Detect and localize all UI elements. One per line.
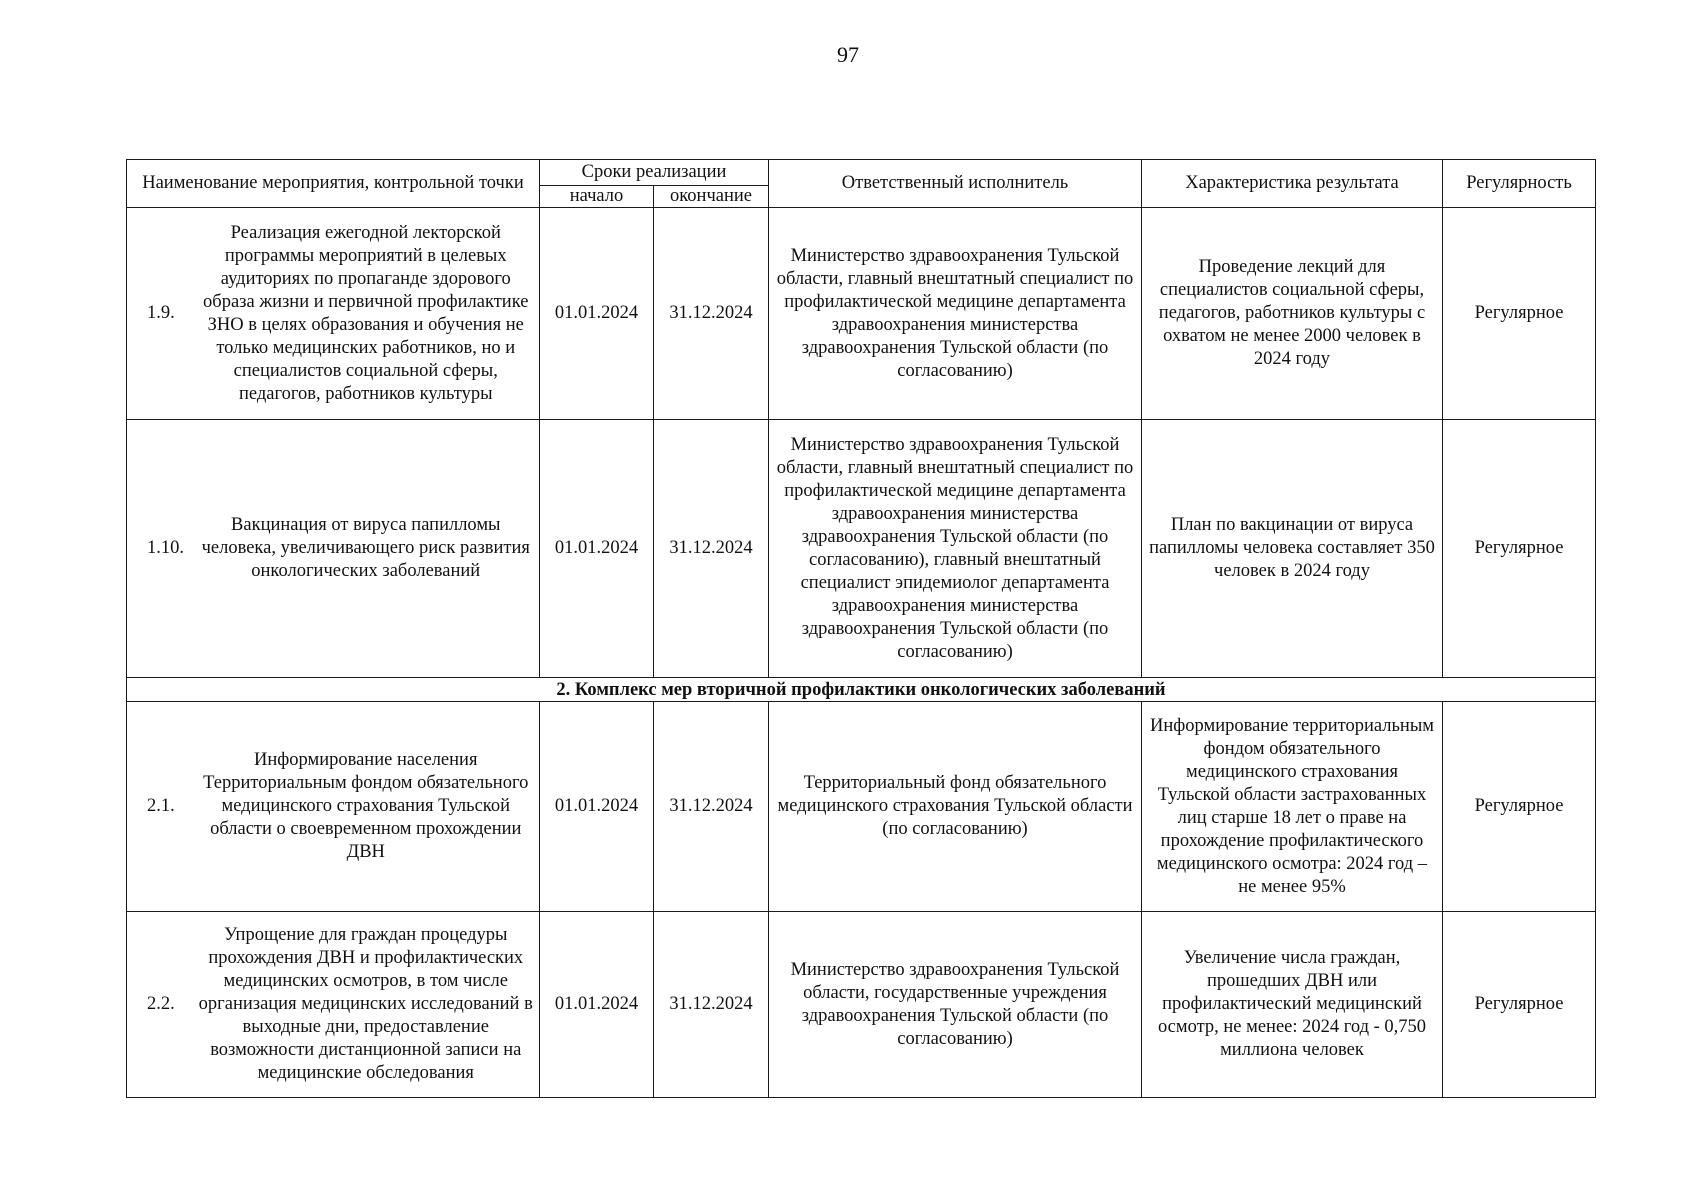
table-row [127, 912, 1596, 1098]
header-regularity: Регулярность [1443, 160, 1596, 208]
regularity-value: Регулярное [1443, 420, 1596, 678]
start-date: 01.01.2024 [540, 702, 654, 912]
header-result: Характеристика результата [1142, 160, 1443, 208]
start-date: 01.01.2024 [540, 912, 654, 1098]
row-number: 1.10. [127, 420, 197, 678]
responsible-executor: Территориальный фонд обязательного медицинского страхования Тульской области (по согласованию) [769, 702, 1142, 912]
measures-table [126, 159, 1596, 1098]
header-start: начало [540, 186, 654, 208]
result-description: Проведение лекций для специалистов социальной сферы, педагогов, работников культуры с охватом не менее 2000 человек в 2024 году [1142, 208, 1443, 420]
responsible-executor: Министерство здравоохранения Тульской области, главный внештатный специалист по профилактической медицине департамента здравоохранения министерства здравоохранения Тульской области (по согласованию), главный внештатный специалист эпидемиолог департамента здравоохранения министерства здравоохранения Тульской области (по согласованию) [769, 420, 1142, 678]
end-date: 31.12.2024 [654, 702, 769, 912]
start-date: 01.01.2024 [540, 420, 654, 678]
responsible-executor: Министерство здравоохранения Тульской области, государственные учреждения здравоохранения Тульской области (по согласованию) [769, 912, 1142, 1098]
row-number: 1.9. [127, 208, 197, 420]
header-row-top [127, 160, 1596, 186]
header-terms: Сроки реализации [540, 160, 769, 186]
table-row [127, 702, 1596, 912]
regularity-value: Регулярное [1443, 702, 1596, 912]
header-name: Наименование мероприятия, контрольной точки [127, 160, 540, 208]
result-description: Информирование территориальным фондом обязательного медицинского страхования Тульской области застрахованных лиц старше 18 лет о праве на прохождение профилактического медицинского осмотра: 2024 год – не менее 95% [1142, 702, 1443, 912]
end-date: 31.12.2024 [654, 420, 769, 678]
result-description: План по вакцинации от вируса папилломы человека составляет 350 человек в 2024 году [1142, 420, 1443, 678]
responsible-executor: Министерство здравоохранения Тульской области, главный внештатный специалист по профилактической медицине департамента здравоохранения министерства здравоохранения Тульской области (по согласованию) [769, 208, 1142, 420]
section-title: 2. Комплекс мер вторичной профилактики онкологических заболеваний [127, 678, 1596, 702]
measure-name: Информирование населения Территориальным фондом обязательного медицинского страхования Тульской области о своевременном прохождении ДВН [197, 702, 540, 912]
header-end: окончание [654, 186, 769, 208]
rows-part1 [127, 208, 1596, 678]
regularity-value: Регулярное [1443, 208, 1596, 420]
table-row [127, 420, 1596, 678]
table-row [127, 208, 1596, 420]
rows-part2 [127, 702, 1596, 1098]
row-number: 2.1. [127, 702, 197, 912]
result-description: Увеличение числа граждан, прошедших ДВН или профилактический медицинский осмотр, не менее: 2024 год - 0,750 миллиона человек [1142, 912, 1443, 1098]
section-row [127, 678, 1596, 702]
measure-name: Упрощение для граждан процедуры прохождения ДВН и профилактических медицинских осмотров, в том числе организация медицинских исследований в выходные дни, предоставление возможности дистанционной записи на медицинские обследования [197, 912, 540, 1098]
row-number: 2.2. [127, 912, 197, 1098]
header-executor: Ответственный исполнитель [769, 160, 1142, 208]
regularity-value: Регулярное [1443, 912, 1596, 1098]
end-date: 31.12.2024 [654, 912, 769, 1098]
measure-name: Реализация ежегодной лекторской программы мероприятий в целевых аудиториях по пропаганде здорового образа жизни и первичной профилактике ЗНО в целях образования и обучения не только медицинских работников, но и специалистов социальной сферы, педагогов, работников культуры [197, 208, 540, 420]
measure-name: Вакцинация от вируса папилломы человека, увеличивающего риск развития онкологических заболеваний [197, 420, 540, 678]
start-date: 01.01.2024 [540, 208, 654, 420]
end-date: 31.12.2024 [654, 208, 769, 420]
page-number: 97 [837, 42, 859, 67]
